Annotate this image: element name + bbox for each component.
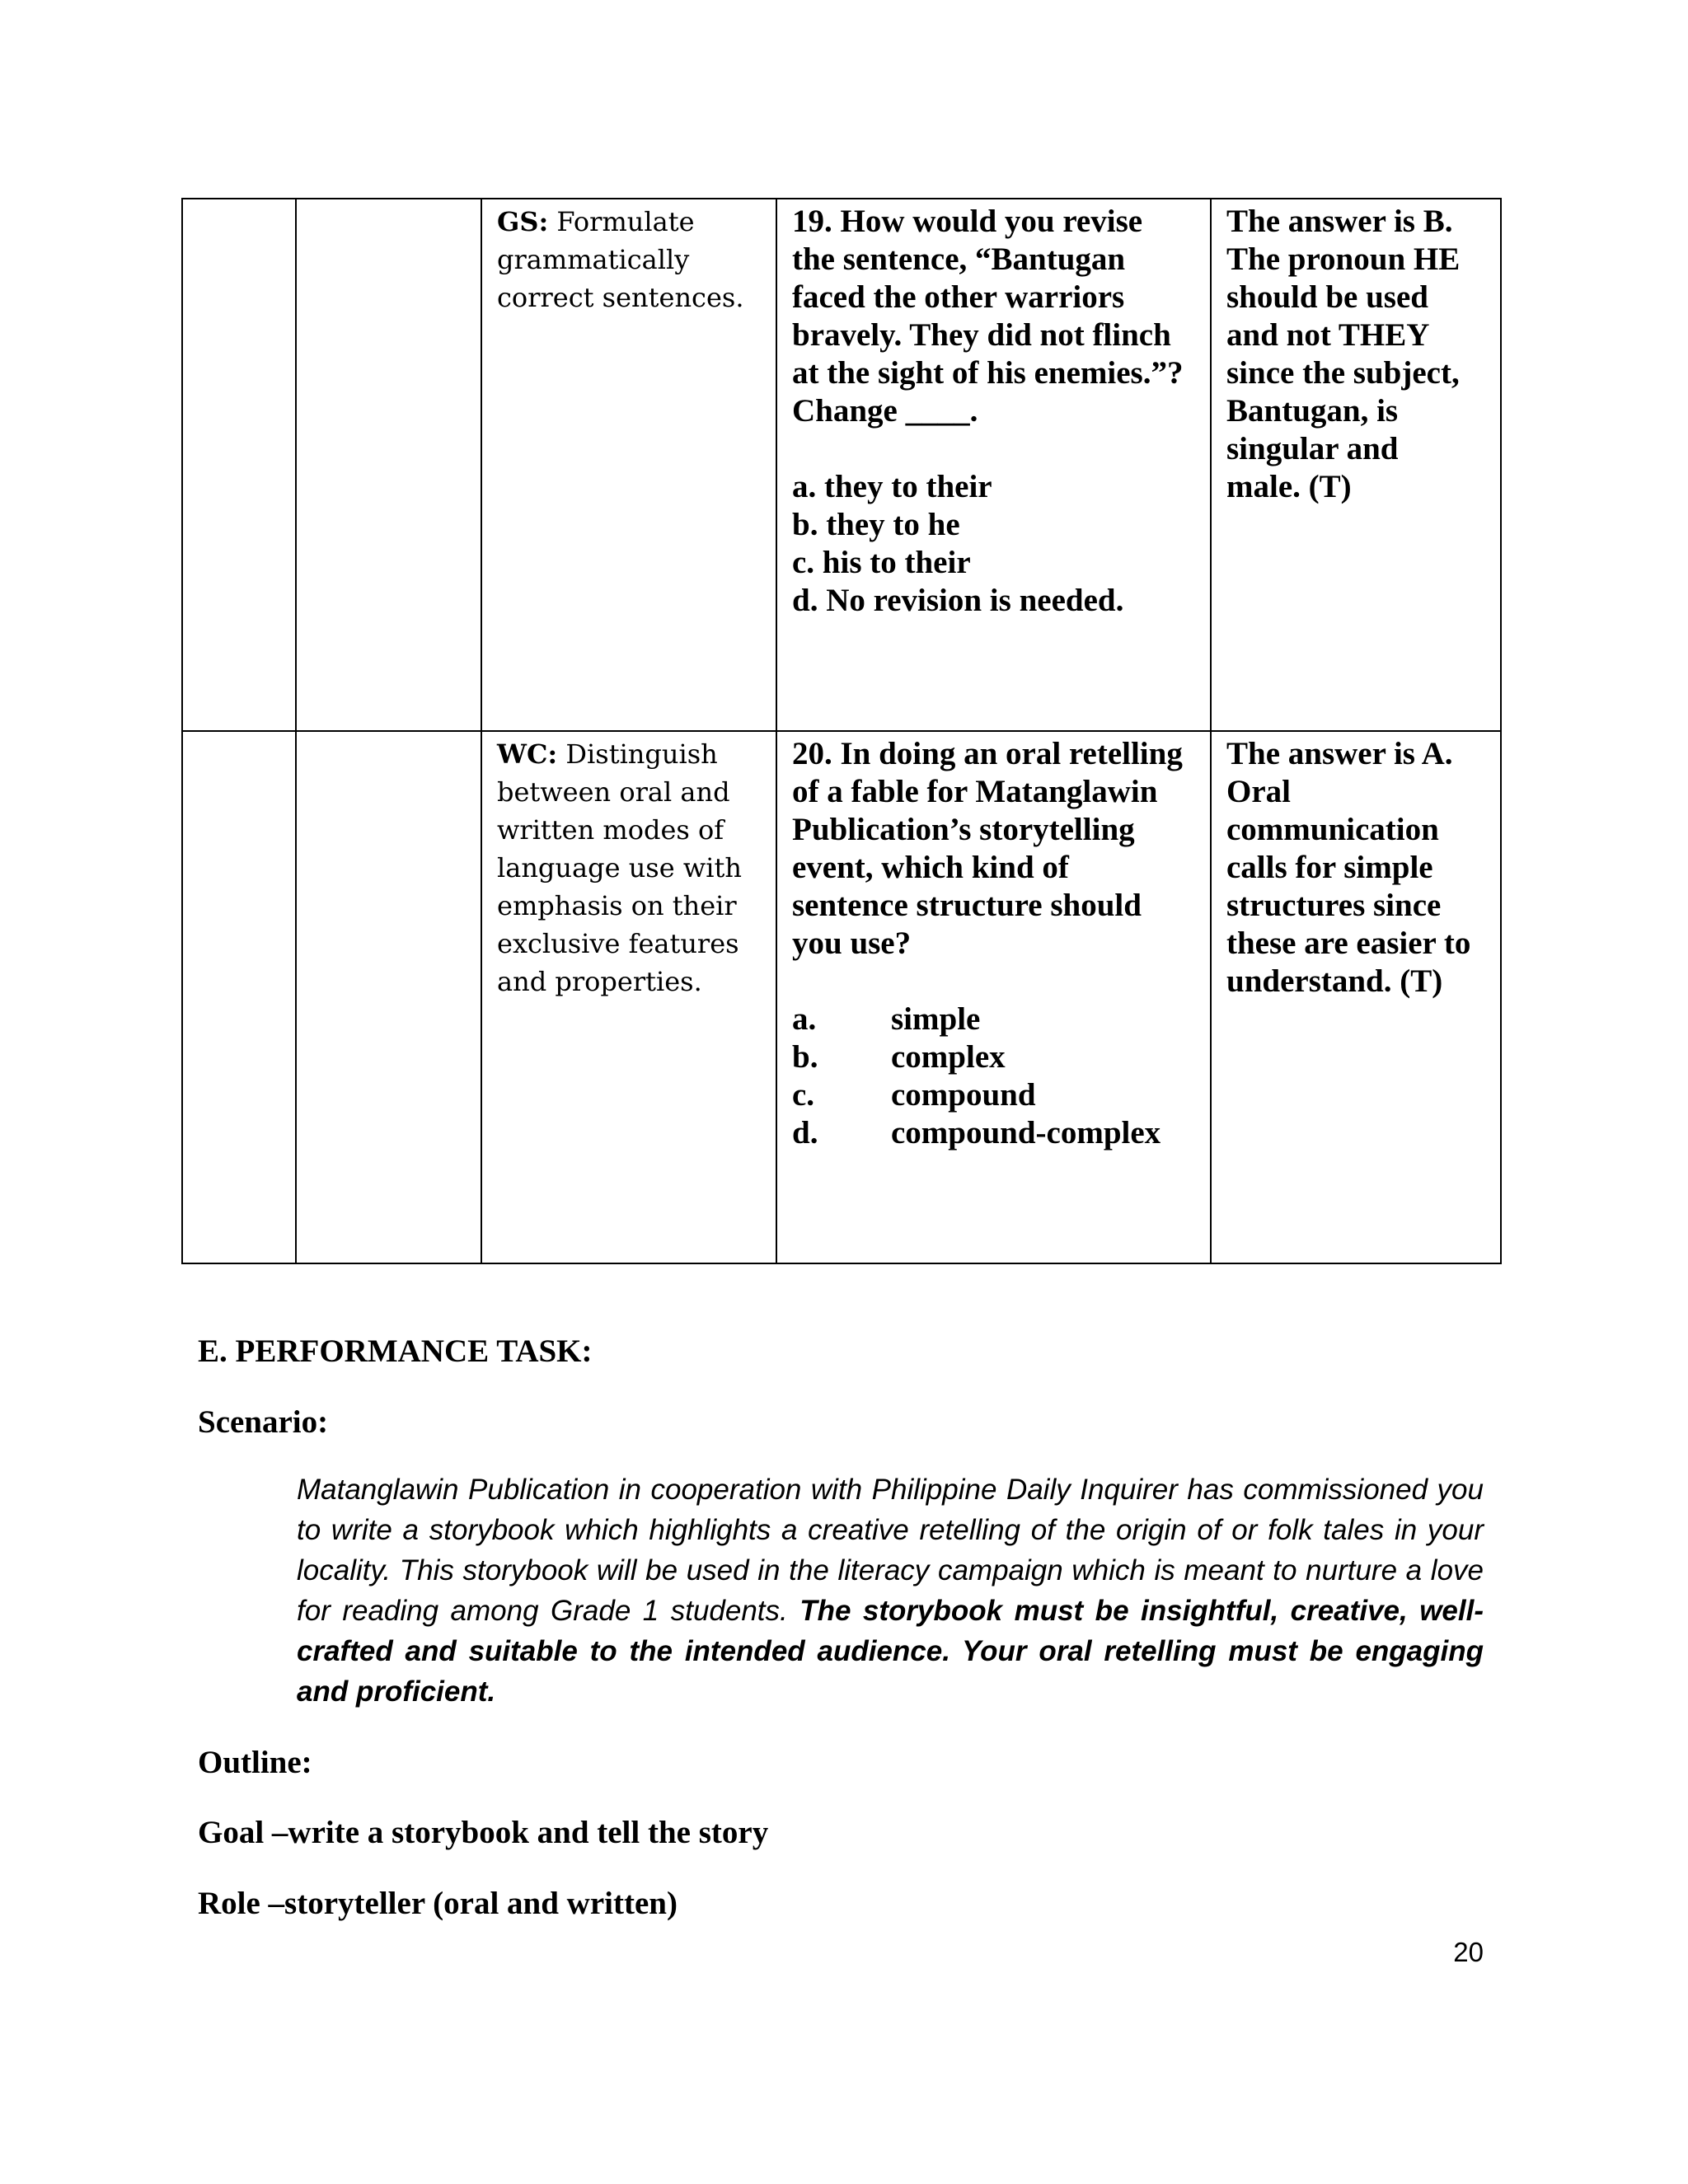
choice-text: complex: [891, 1039, 1006, 1075]
table-cell-empty: [182, 199, 296, 731]
table-cell-empty: [296, 199, 481, 731]
question-line: Publication’s storytelling: [792, 812, 1135, 847]
scenario-label: Scenario:: [198, 1404, 329, 1440]
competency-text: Distinguish between oral and written modes of language use with emphasis on their exclusive features and properties.: [497, 738, 742, 997]
question-line: of a fable for Matanglawin: [792, 774, 1158, 809]
answer-choice: d. No revision is needed.: [792, 583, 1124, 618]
answer-line: understand. (T): [1226, 963, 1443, 999]
choice-text: simple: [891, 1001, 981, 1037]
table-row: [182, 731, 1501, 1263]
answer-line: since the subject,: [1226, 355, 1460, 391]
role-line: Role –storyteller (oral and written): [198, 1886, 678, 1921]
choice-letter: c.: [792, 1077, 815, 1113]
answer-choice: a. they to their: [792, 469, 992, 504]
table-row: [182, 199, 1501, 731]
competency-cell: [481, 731, 776, 1263]
answer-key-cell: [1211, 199, 1501, 731]
answer-line: calls for simple: [1226, 850, 1433, 885]
answer-line: these are easier to: [1226, 926, 1471, 961]
page-number: 20: [1453, 1937, 1484, 1967]
assessment-table: [181, 198, 1502, 1264]
question-line: at the sight of his enemies.”?: [792, 355, 1184, 391]
competency-code: WC:: [497, 738, 558, 770]
answer-line: structures since: [1226, 888, 1442, 923]
answer-key-cell: [1211, 731, 1501, 1263]
question-cell: [776, 731, 1211, 1263]
scenario-paragraph: [297, 1469, 1484, 1712]
performance-task-heading: E. PERFORMANCE TASK:: [198, 1333, 593, 1369]
answer-line: should be used: [1226, 279, 1428, 315]
competency-text: Formulate grammatically correct sentences.: [497, 206, 744, 313]
scenario-requirements: The storybook must be insightful, creative, well-crafted and suitable to the intended audience. Your oral retelling must be engaging and proficient.: [297, 1595, 1484, 1708]
answer-line: The answer is B.: [1226, 204, 1453, 239]
scenario-text: Matanglawin Publication in cooperation with Philippine Daily Inquirer has commissioned you to write a storybook which highlights a creative retelling of the origin of or folk tales in your locality. This storybook will be used in the literacy campaign which is meant to nurture a love for reading among Grade 1 students.: [297, 1474, 1484, 1627]
answer-line: The pronoun HE: [1226, 241, 1461, 277]
question-line: 20. In doing an oral retelling: [792, 736, 1183, 771]
answer-choice: [792, 1114, 1197, 1152]
question-line: bravely. They did not flinch: [792, 317, 1171, 353]
question-line: sentence structure should: [792, 888, 1142, 923]
answer-choice: [792, 1001, 1197, 1038]
answer-line: communication: [1226, 812, 1439, 847]
choice-text: compound: [891, 1077, 1036, 1113]
answer-choice: [792, 1038, 1197, 1076]
answer-line: singular and: [1226, 431, 1399, 466]
answer-line: The answer is A.: [1226, 736, 1453, 771]
table-cell-empty: [182, 731, 296, 1263]
choice-letter: d.: [792, 1115, 818, 1151]
question-line: the sentence, “Bantugan: [792, 241, 1126, 277]
answer-choice: [792, 1076, 1197, 1114]
question-line: 19. How would you revise: [792, 204, 1143, 239]
table-cell-empty: [296, 731, 481, 1263]
choice-text: compound-complex: [891, 1115, 1161, 1151]
question-cell: [776, 199, 1211, 731]
question-line: faced the other warriors: [792, 279, 1125, 315]
competency-code: GS:: [497, 206, 549, 237]
goal-line: Goal –write a storybook and tell the story: [198, 1815, 769, 1850]
outline-label: Outline:: [198, 1745, 312, 1780]
question-line: you use?: [792, 926, 912, 961]
answer-line: male. (T): [1226, 469, 1352, 504]
question-line: Change ____.: [792, 393, 978, 429]
question-line: event, which kind of: [792, 850, 1069, 885]
answer-line: Oral: [1226, 774, 1291, 809]
choice-letter: a.: [792, 1001, 817, 1037]
answer-choice: c. his to their: [792, 545, 971, 580]
answer-line: Bantugan, is: [1226, 393, 1399, 429]
competency-cell: [481, 199, 776, 731]
choice-letter: b.: [792, 1039, 818, 1075]
answer-choice: b. they to he: [792, 507, 960, 542]
answer-line: and not THEY: [1226, 317, 1430, 353]
